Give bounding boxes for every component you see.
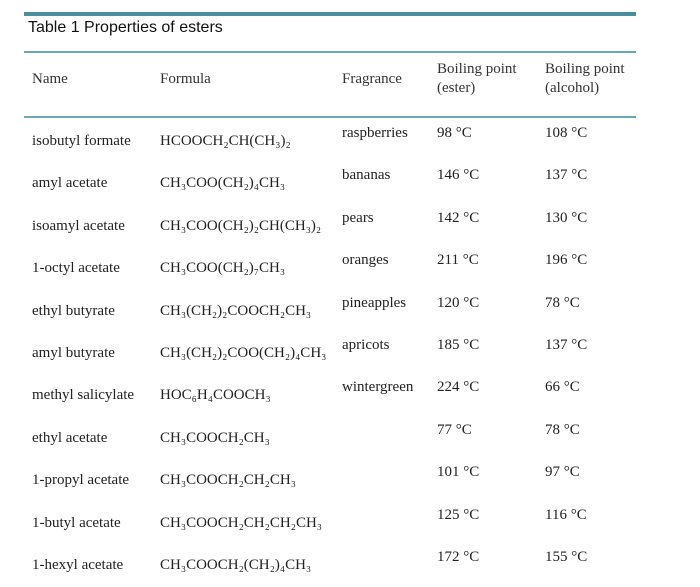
cell-bp-alcohol: 116 °C (545, 507, 587, 523)
cell-formula: CH₃COO(CH₂)₄CH₃ (160, 175, 286, 191)
cell-bp-ester: 77 °C (437, 422, 472, 438)
cell-name: amyl acetate (32, 175, 108, 191)
cell-bp-ester: 211 °C (437, 252, 479, 268)
cell-fragrance: wintergreen (342, 379, 414, 395)
cell-bp-ester: 101 °C (437, 464, 480, 480)
cell-bp-alcohol: 155 °C (545, 549, 588, 565)
cell-name: 1-butyl acetate (32, 515, 121, 531)
cell-formula: CH₃COOCH₂(CH₂)₄CH₃ (160, 557, 312, 573)
header-formula: Formula (160, 71, 211, 87)
cell-bp-alcohol: 78 °C (545, 422, 580, 438)
cell-formula: CH₃COOCH₂CH₃ (160, 430, 270, 446)
cell-name: isoamyl acetate (32, 218, 125, 234)
cell-fragrance: oranges (342, 252, 389, 268)
cell-name: 1-hexyl acetate (32, 557, 124, 573)
table-row (0, 167, 700, 197)
header-top-rule (24, 51, 636, 53)
cell-formula: CH₃(CH₂)₂COOCH₂CH₃ (160, 303, 312, 319)
cell-formula: CH₃COO(CH₂)₂CH(CH₃)₂ (160, 218, 322, 234)
table-row (0, 464, 700, 494)
table-row (0, 125, 700, 155)
top-accent-bar (24, 12, 636, 16)
table-row (0, 507, 700, 537)
cell-name: isobutyl formate (32, 133, 131, 149)
cell-name: methyl salicylate (32, 387, 135, 403)
cell-bp-ester: 172 °C (437, 549, 480, 565)
cell-formula: CH₃COO(CH₂)₇CH₃ (160, 260, 286, 276)
cell-formula: HOC₆H₄COOCH₃ (160, 387, 271, 403)
header-bp-alcohol-line1: Boiling point (545, 61, 625, 77)
header-name: Name (32, 71, 68, 87)
cell-fragrance: raspberries (342, 125, 408, 141)
header-bottom-rule (24, 116, 636, 118)
cell-name: 1-octyl acetate (32, 260, 120, 276)
cell-bp-alcohol: 137 °C (545, 337, 588, 353)
header-bp-ester (437, 60, 517, 98)
table-row (0, 252, 700, 282)
cell-fragrance: pineapples (342, 295, 407, 311)
table-row (0, 379, 700, 409)
table-row (0, 210, 700, 240)
cell-name: ethyl acetate (32, 430, 108, 446)
cell-name: 1-propyl acetate (32, 472, 130, 488)
cell-name: ethyl butyrate (32, 303, 115, 319)
header-fragrance: Fragrance (342, 71, 402, 87)
cell-bp-alcohol: 108 °C (545, 125, 588, 141)
cell-bp-alcohol: 97 °C (545, 464, 580, 480)
cell-bp-ester: 98 °C (437, 125, 472, 141)
cell-bp-ester: 125 °C (437, 507, 480, 523)
cell-fragrance: pears (342, 210, 374, 226)
cell-fragrance: bananas (342, 167, 391, 183)
cell-bp-alcohol: 130 °C (545, 210, 588, 226)
cell-formula: CH₃COOCH₂CH₂CH₂CH₃ (160, 515, 323, 531)
table-caption: Table 1 Properties of esters (28, 19, 223, 36)
cell-bp-ester: 224 °C (437, 379, 480, 395)
cell-fragrance: apricots (342, 337, 390, 353)
cell-bp-ester: 120 °C (437, 295, 480, 311)
table-row (0, 337, 700, 367)
header-bp-ester-line1: Boiling point (437, 61, 517, 77)
cell-formula: CH₃COOCH₂CH₂CH₃ (160, 472, 296, 488)
cell-bp-alcohol: 196 °C (545, 252, 588, 268)
cell-bp-alcohol: 66 °C (545, 379, 580, 395)
cell-name: amyl butyrate (32, 345, 115, 361)
table-row (0, 422, 700, 452)
table-row (0, 549, 700, 579)
cell-bp-ester: 185 °C (437, 337, 480, 353)
header-bp-alcohol-line2: (alcohol) (545, 80, 600, 96)
table-row (0, 295, 700, 325)
cell-bp-ester: 146 °C (437, 167, 480, 183)
cell-formula: CH₃(CH₂)₂COO(CH₂)₄CH₃ (160, 345, 327, 361)
header-bp-ester-line2: (ester) (437, 80, 476, 96)
cell-bp-alcohol: 78 °C (545, 295, 580, 311)
cell-formula: HCOOCH₂CH(CH₃)₂ (160, 133, 291, 149)
cell-bp-alcohol: 137 °C (545, 167, 588, 183)
header-bp-alcohol (545, 60, 625, 98)
cell-bp-ester: 142 °C (437, 210, 480, 226)
